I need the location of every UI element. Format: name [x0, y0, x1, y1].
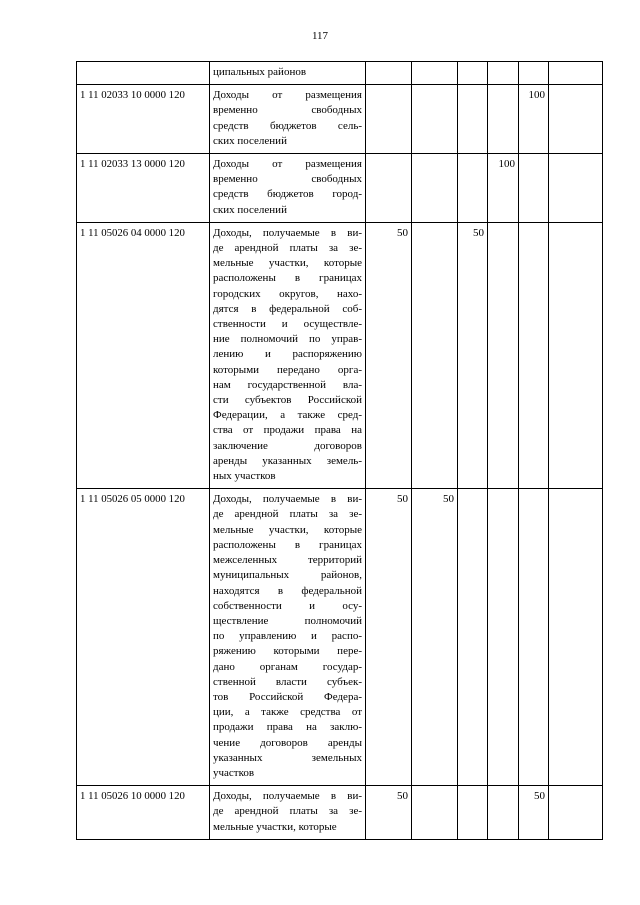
revenue-name-cell	[210, 222, 366, 488]
revenue-name-line: ние полномочий по управ-	[213, 333, 362, 346]
value-cell	[519, 222, 549, 488]
revenue-name-line: участков	[213, 766, 255, 779]
revenue-name-line: межселенных территорий	[213, 554, 362, 567]
revenue-name-line: указанных земельных	[213, 751, 362, 764]
revenue-code-cell: 1 11 02033 13 0000 120	[77, 154, 210, 223]
revenue-name-line: средств бюджетов сель-	[213, 119, 362, 132]
value-cell: 100	[488, 154, 519, 223]
value-cell	[488, 786, 519, 840]
revenue-name-line: временно свободных	[213, 104, 362, 117]
value-cell	[549, 62, 603, 85]
revenue-name-line: сти субъектов Российской	[213, 394, 362, 407]
value-cell	[458, 786, 488, 840]
value-cell: 50	[366, 489, 412, 786]
value-cell	[488, 85, 519, 154]
revenue-name-line: ских поселений	[213, 203, 287, 216]
revenue-name-line: чение договоров аренды	[213, 736, 362, 749]
value-cell	[519, 154, 549, 223]
value-cell	[549, 786, 603, 840]
revenue-name-cell	[210, 154, 366, 223]
revenue-code-cell: 1 11 05026 05 0000 120	[77, 489, 210, 786]
revenue-code-cell: 1 11 05026 04 0000 120	[77, 222, 210, 488]
budget-revenue-table	[76, 61, 603, 840]
value-cell: 50	[519, 786, 549, 840]
revenue-name-line: расположены в границах	[213, 272, 362, 285]
revenue-name-line: ществление полномочий	[213, 614, 362, 627]
revenue-name-line: собственности и осу-	[213, 599, 362, 612]
value-cell	[458, 489, 488, 786]
revenue-name-line: ственности и осуществле-	[213, 318, 362, 331]
value-cell: 50	[366, 786, 412, 840]
value-cell	[519, 489, 549, 786]
table-row	[77, 62, 603, 85]
revenue-code-cell	[77, 62, 210, 85]
value-cell	[519, 62, 549, 85]
revenue-name-line: Доходы от размещения	[213, 89, 362, 102]
value-cell	[366, 85, 412, 154]
table-row	[77, 786, 603, 840]
revenue-name-cell	[210, 489, 366, 786]
revenue-name-line: городских округов, нахо-	[213, 287, 362, 300]
revenue-name-line: ряжению которыми пере-	[213, 645, 362, 658]
revenue-code-cell: 1 11 05026 10 0000 120	[77, 786, 210, 840]
value-cell	[549, 154, 603, 223]
revenue-name-line: ципальных районов	[213, 66, 307, 78]
revenue-name-line: дано органам государ-	[213, 660, 362, 673]
value-cell: 50	[458, 222, 488, 488]
revenue-name-line: муниципальных районов,	[213, 569, 362, 582]
revenue-name-line: Доходы от размещения	[213, 158, 362, 171]
revenue-name-line: по управлению и распо-	[213, 630, 362, 643]
revenue-name-line: Доходы, получаемые в ви-	[213, 493, 362, 506]
revenue-name-line: мельные участки, которые	[213, 523, 362, 536]
value-cell	[458, 85, 488, 154]
revenue-name-line: продажи права на заклю-	[213, 721, 362, 734]
revenue-name-line: ства от продажи права на	[213, 424, 362, 437]
revenue-name-line: средств бюджетов город-	[213, 188, 362, 201]
revenue-name-line: ных участков	[213, 470, 276, 483]
revenue-name-line: ских поселений	[213, 134, 287, 147]
revenue-code-cell: 1 11 02033 10 0000 120	[77, 85, 210, 154]
revenue-name-line: де арендной платы за зе-	[213, 242, 362, 255]
value-cell	[458, 62, 488, 85]
value-cell	[488, 222, 519, 488]
page-number: 117	[311, 30, 329, 42]
revenue-name-line: Доходы, получаемые в ви-	[213, 226, 362, 239]
revenue-name-line: лению и распоряжению	[213, 348, 362, 361]
revenue-name-cell	[210, 786, 366, 840]
revenue-name-line: нам государственной вла-	[213, 378, 362, 391]
revenue-name-line: находятся в федеральной	[213, 584, 362, 597]
revenue-name-line: аренды указанных земель-	[213, 454, 362, 467]
value-cell	[412, 85, 458, 154]
value-cell: 100	[519, 85, 549, 154]
revenue-name-line: мельные участки, которые	[213, 820, 337, 833]
value-cell	[488, 489, 519, 786]
value-cell: 50	[366, 222, 412, 488]
revenue-name-cell	[210, 85, 366, 154]
revenue-name-line: заключение договоров	[213, 439, 362, 452]
value-cell	[549, 85, 603, 154]
revenue-name-line: де арендной платы за зе-	[213, 805, 362, 818]
revenue-name-line: Доходы, получаемые в ви-	[213, 790, 362, 803]
revenue-name-line: мельные участки, которые	[213, 257, 362, 270]
table-row	[77, 85, 603, 154]
revenue-name-line: ственной власти субъек-	[213, 675, 362, 688]
value-cell	[549, 222, 603, 488]
value-cell	[412, 786, 458, 840]
value-cell	[488, 62, 519, 85]
table-row	[77, 154, 603, 223]
revenue-name-line: ции, а также средства от	[213, 706, 362, 719]
value-cell	[366, 62, 412, 85]
value-cell	[412, 62, 458, 85]
value-cell	[412, 222, 458, 488]
value-cell	[412, 154, 458, 223]
revenue-name-line: временно свободных	[213, 173, 362, 186]
revenue-name-line: которыми передано орга-	[213, 363, 362, 376]
revenue-name-cell	[210, 62, 366, 85]
revenue-name-line: де арендной платы за зе-	[213, 508, 362, 521]
revenue-name-line: Федерации, а также сред-	[213, 409, 362, 422]
table-row	[77, 489, 603, 786]
value-cell	[458, 154, 488, 223]
value-cell	[549, 489, 603, 786]
revenue-name-line: расположены в границах	[213, 538, 362, 551]
revenue-name-line: дятся в федеральной соб-	[213, 302, 362, 315]
value-cell: 50	[412, 489, 458, 786]
revenue-name-line: тов Российской Федера-	[213, 690, 362, 703]
table-row	[77, 222, 603, 488]
value-cell	[366, 154, 412, 223]
